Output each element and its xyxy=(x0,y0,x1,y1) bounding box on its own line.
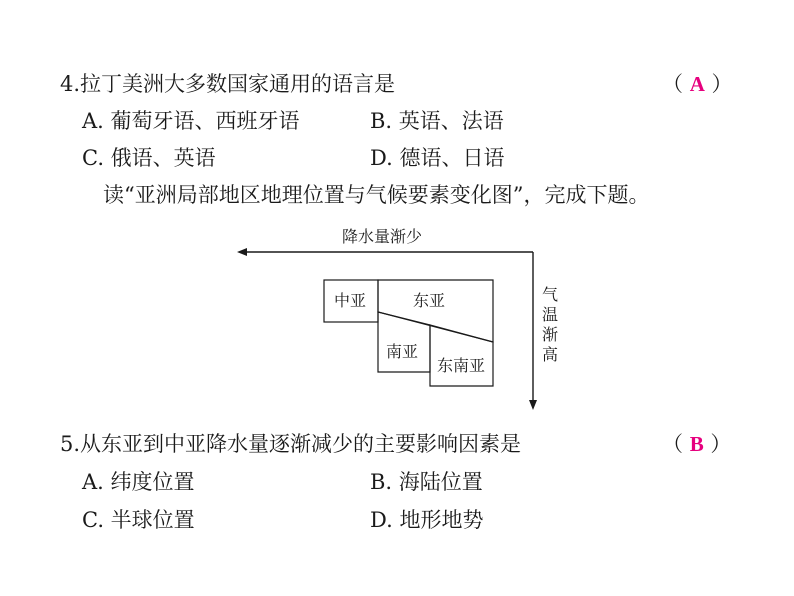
question-4-number: 4. xyxy=(60,72,81,96)
region-label-south-asia: 南亚 xyxy=(386,342,419,361)
question-5-number: 5. xyxy=(60,432,81,456)
temperature-arrow-head xyxy=(529,400,537,410)
question-5-answer: B xyxy=(689,432,704,456)
question-5-answer-box xyxy=(662,430,731,458)
question-5-option-c: C. 半球位置 xyxy=(82,508,195,532)
temperature-label: 气温渐高 xyxy=(541,285,558,364)
question-5-option-a: A. 纬度位置 xyxy=(82,470,195,494)
question-4-option-a: A. 葡萄牙语、西班牙语 xyxy=(82,109,300,133)
paren-close: ） xyxy=(711,72,733,96)
question-4-answer: A xyxy=(689,72,705,96)
question-4-option-c: C. 俄语、英语 xyxy=(82,146,216,170)
diagram-intro: 读“亚洲局部地区地理位置与气候要素变化图”，完成下题。 xyxy=(103,183,650,207)
question-5-text: 从东亚到中亚降水量逐渐减少的主要影响因素是 xyxy=(80,432,522,456)
question-5-stem xyxy=(60,430,521,458)
paren-open: （ xyxy=(662,72,683,96)
region-label-central-asia: 中亚 xyxy=(334,291,367,310)
precipitation-label: 降水量渐少 xyxy=(342,227,423,246)
paren-open: （ xyxy=(662,432,683,456)
question-4-text: 拉丁美洲大多数国家通用的语言是 xyxy=(80,72,396,96)
precipitation-arrow-head xyxy=(237,248,247,256)
question-5-option-d: D. 地形地势 xyxy=(370,508,484,532)
question-4-option-d: D. 德语、日语 xyxy=(370,146,505,170)
region-box-east-asia xyxy=(378,280,493,342)
region-label-east-asia: 东亚 xyxy=(413,291,446,310)
paren-close: ） xyxy=(710,432,732,456)
question-4-option-b: B. 英语、法语 xyxy=(370,109,504,133)
question-5-option-b: B. 海陆位置 xyxy=(370,470,483,494)
region-label-southeast-asia: 东南亚 xyxy=(437,356,486,375)
